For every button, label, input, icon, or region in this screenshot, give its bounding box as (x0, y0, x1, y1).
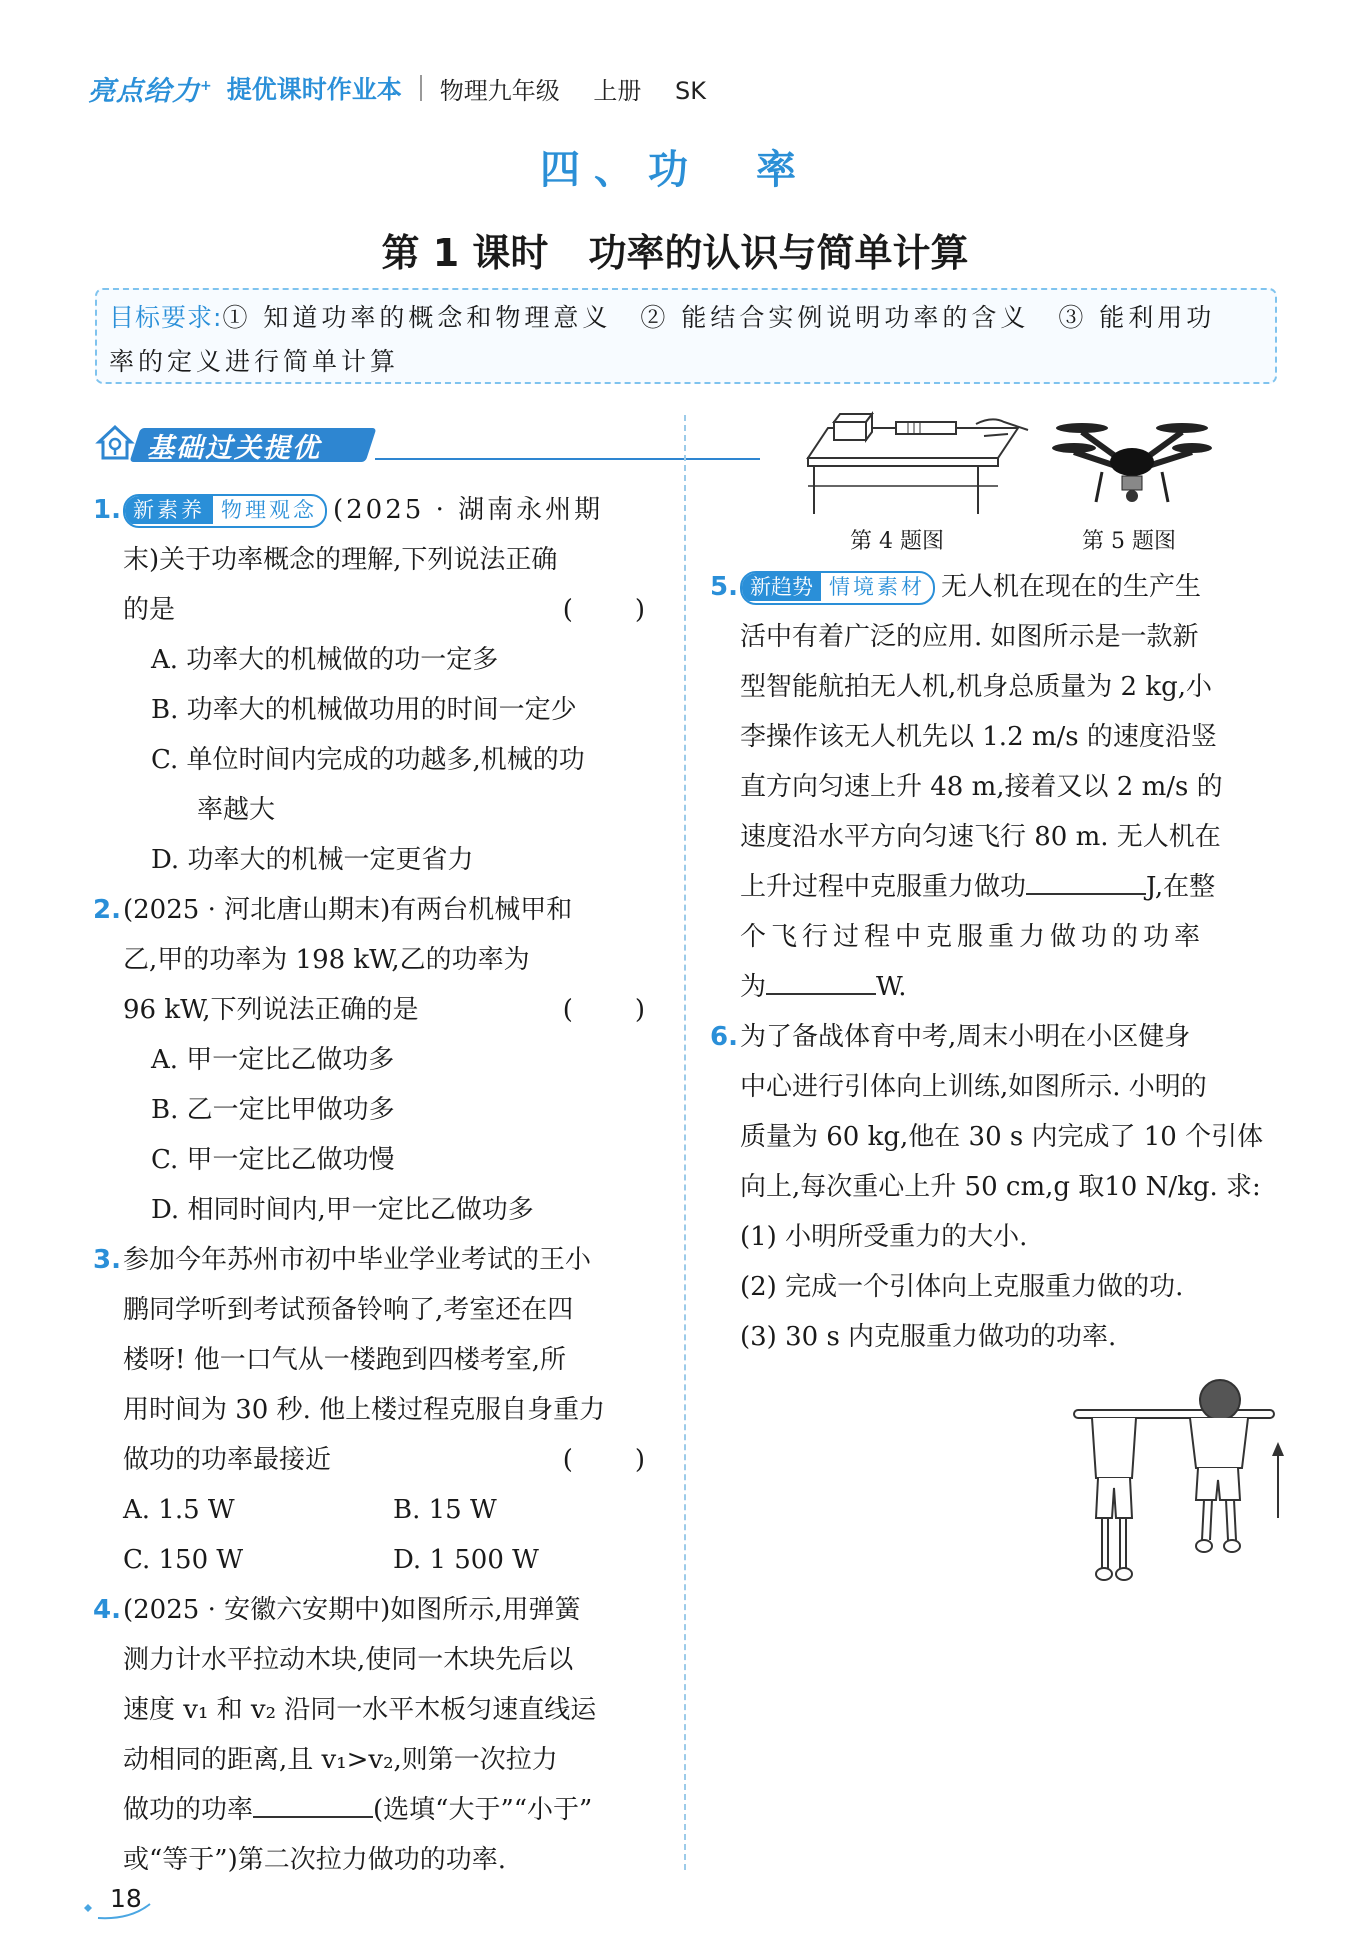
question-text: 为 (740, 972, 767, 1002)
lesson-name: 功率的认识与简单计算 (588, 231, 969, 275)
question-text: 为了备战体育中考,周末小明在小区健身 (740, 1022, 1191, 1052)
series-title: 提优课时作业本 (226, 75, 402, 104)
header-divider (420, 75, 422, 101)
question-text: 乙,甲的功率为 198 kW,乙的功率为 (123, 945, 530, 975)
page-header (88, 68, 732, 108)
sub-question-1: (1) 小明所受重力的大小. (740, 1222, 1028, 1252)
question-text: J,在整 (1146, 872, 1216, 902)
question-text: 李操作该无人机先以 1.2 m/s 的速度沿竖 (740, 722, 1217, 752)
question-text: 末)关于功率概念的理解,下列说法正确 (123, 545, 558, 575)
question-text: 中心进行引体向上训练,如图所示. 小明的 (740, 1072, 1207, 1102)
question-text: 测力计水平拉动木块,使同一木块先后以 (123, 1645, 574, 1675)
goals-label: 目标要求: (109, 303, 223, 332)
option-a: A. 功率大的机械做的功一定多 (151, 645, 499, 675)
question-text: 做功的功率 (123, 1795, 254, 1825)
answer-blank[interactable] (253, 1786, 373, 1818)
goals-text-1: ① 知道功率的概念和物理意义 ② 能结合实例说明功率的含义 ③ 能利用功 (222, 303, 1216, 332)
section-underline (375, 458, 760, 460)
question-number: 4. (93, 1595, 121, 1625)
question-number: 2. (93, 895, 121, 925)
question-text: 个飞行过程中克服重力做功的功率 (740, 922, 1206, 952)
figure-4-caption: 第 4 题图 (850, 529, 944, 554)
question-text: 用时间为 30 秒. 他上楼过程克服自身重力 (123, 1395, 606, 1425)
answer-blank[interactable] (1026, 863, 1146, 895)
question-text: (选填“大于”“小于” (373, 1795, 593, 1825)
column-divider (684, 415, 686, 1870)
option-d: D. 功率大的机械一定更省力 (151, 845, 474, 875)
question-text: 动相同的距离,且 v₁>v₂,则第一次拉力 (123, 1745, 558, 1775)
question-1 (93, 485, 663, 885)
option-c: C. 150 W (123, 1545, 244, 1575)
tag-badge: 新素养 物理观念 (123, 494, 327, 528)
question-text: 速度沿水平方向匀速飞行 80 m. 无人机在 (740, 822, 1221, 852)
answer-bracket: ( ) (562, 995, 663, 1025)
question-text: (2025 · 河北唐山期末)有两台机械甲和 (123, 895, 573, 925)
question-4 (93, 1585, 663, 1885)
question-text: 上升过程中克服重力做功 (740, 872, 1027, 902)
house-icon (95, 422, 135, 462)
question-6 (710, 1012, 1285, 1362)
option-c: C. 单位时间内完成的功越多,机械的功 (151, 745, 585, 775)
answer-bracket: ( ) (562, 595, 663, 625)
option-b: B. 乙一定比甲做功多 (151, 1095, 395, 1125)
question-3 (93, 1235, 663, 1585)
brand-logo: 亮点给力+ (88, 75, 213, 107)
edition: SK (675, 76, 707, 105)
question-2 (93, 885, 663, 1235)
section-banner (95, 418, 665, 464)
page-number-badge (80, 1878, 160, 1922)
option-b: B. 15 W (393, 1495, 497, 1525)
figure-5-drone (1052, 406, 1212, 514)
option-c: C. 甲一定比乙做功慢 (151, 1145, 395, 1175)
option-b: B. 功率大的机械做功用的时间一定少 (151, 695, 577, 725)
question-text: 无人机在现在的生产生 (941, 572, 1202, 602)
question-text: (2025 · 安徽六安期中)如图所示,用弹簧 (123, 1595, 581, 1625)
question-text: 活中有着广泛的应用. 如图所示是一款新 (740, 622, 1199, 652)
figure-6-pullup (1072, 1368, 1292, 1592)
section-title: 基础过关提优 (147, 433, 321, 464)
question-number: 6. (710, 1022, 738, 1052)
option-c-cont: 率越大 (197, 795, 276, 825)
question-text: 型智能航拍无人机,机身总质量为 2 kg,小 (740, 672, 1212, 702)
question-text: 质量为 60 kg,他在 30 s 内完成了 10 个引体 (740, 1122, 1264, 1152)
subject: 物理九年级 (439, 76, 560, 105)
lesson-number: 第 1 课时 (381, 231, 549, 275)
question-text: 96 kW,下列说法正确的是 (123, 995, 419, 1025)
header-meta (440, 71, 732, 106)
sub-question-3: (3) 30 s 内克服重力做功的功率. (740, 1322, 1117, 1352)
question-number: 1. (93, 495, 121, 525)
question-text: 参加今年苏州市初中毕业学业考试的王小 (123, 1245, 592, 1275)
option-a: A. 1.5 W (123, 1495, 235, 1525)
answer-blank[interactable] (766, 963, 876, 995)
figure-4 (778, 400, 1040, 520)
chapter-title: 四、功 率 (540, 146, 810, 193)
question-number: 3. (93, 1245, 121, 1275)
option-d: D. 相同时间内,甲一定比乙做功多 (151, 1195, 534, 1225)
right-column (710, 562, 1285, 1362)
goals-box (95, 288, 1277, 384)
question-number: 5. (710, 572, 738, 602)
option-d: D. 1 500 W (393, 1545, 539, 1575)
left-column (93, 485, 663, 1885)
question-5 (710, 562, 1285, 1012)
question-text: 楼呀! 他一口气从一楼跑到四楼考室,所 (123, 1345, 566, 1375)
page-number: 18 (110, 1884, 142, 1913)
question-text: 或“等于”)第二次拉力做功的功率. (123, 1845, 506, 1875)
question-text: 向上,每次重心上升 50 cm,g 取10 N/kg. 求: (740, 1172, 1261, 1202)
sub-question-2: (2) 完成一个引体向上克服重力做的功. (740, 1272, 1184, 1302)
question-text: 的是 (123, 595, 176, 625)
lesson-title (0, 222, 1350, 277)
question-text: 做功的功率最接近 (123, 1445, 332, 1475)
question-text: 鹏同学听到考试预备铃响了,考室还在四 (123, 1295, 574, 1325)
figure-5-caption: 第 5 题图 (1082, 529, 1176, 554)
question-source: (2025 · 湖南永州期 (333, 495, 604, 525)
answer-bracket: ( ) (562, 1445, 663, 1475)
tag-badge: 新趋势 情境素材 (740, 571, 935, 605)
question-text: 直方向匀速上升 48 m,接着又以 2 m/s 的 (740, 772, 1223, 802)
question-text: 速度 v₁ 和 v₂ 沿同一水平木板匀速直线运 (123, 1695, 597, 1725)
question-text: W. (876, 972, 907, 1002)
goals-text-2: 率的定义进行简单计算 (109, 347, 400, 376)
option-a: A. 甲一定比乙做功多 (151, 1045, 395, 1075)
volume: 上册 (593, 76, 642, 105)
